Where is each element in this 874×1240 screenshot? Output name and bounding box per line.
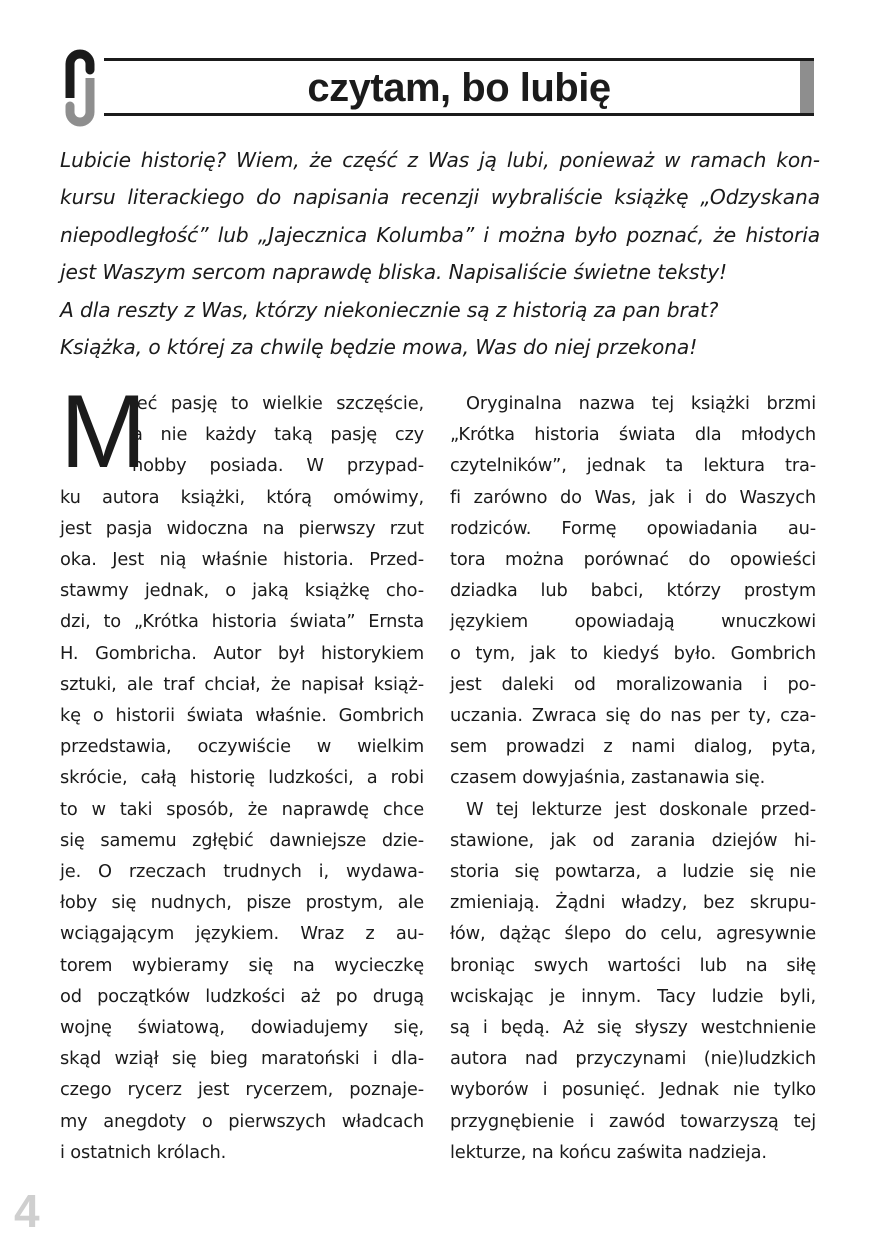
body-line: od początków ludzkości aż po drugą [60,985,424,1007]
body-line: autora nad przyczynami (nie)ludzkich [450,1048,816,1070]
body-line: a nie każdy taką pasję czy [132,424,424,446]
body-line: skrócie, całą historię ludzkości, a robi [60,767,424,789]
article-column-left [60,374,424,1168]
body-line: „Krótka historia świata dla młodych [450,424,816,446]
intro-line: Lubicie historię? Wiem, że część z Was ją lubi, ponieważ w ramach kon- [60,148,820,172]
body-line: jest pasja widoczna na pierwszy rzut [60,517,424,539]
body-line: uczania. Zwraca się do nas per ty, cza- [450,705,816,727]
body-line: torem wybieramy się na wycieczkę [60,954,424,976]
body-line: się samemu zgłębić dawniejsze dzie- [60,829,424,851]
title-bar [104,58,814,116]
body-line: kę o historii świata właśnie. Gombrich [60,705,424,727]
body-line: storia się powtarza, a ludzie się nie [450,861,816,883]
intro-line: niepodległość” lub „Jajecznica Kolumba” i można było poznać, że historia [60,222,820,247]
body-line: przedstawia, oczywiście w wielkim [60,736,424,758]
body-line: stawione, jak od zarania dziejów hi- [450,829,816,851]
body-line: wyborów i posunięć. Jednak nie tylko [450,1079,816,1101]
body-line: sem prowadzi z nami dialog, pyta, [450,736,816,758]
drop-cap: M [60,374,147,490]
body-line: oka. Jest nią właśnie historia. Przed- [60,549,424,571]
body-line: o tym, jak to kiedyś było. Gombrich [450,642,816,664]
intro-line: Książka, o której za chwilę będzie mowa, Was do niej przekona! [60,335,698,360]
body-line: dziadka lub babci, którzy prostym [450,580,816,602]
page-title: czytam, bo lubię [307,66,611,110]
body-line: czego rycerz jest rycerzem, poznaje- [60,1079,424,1101]
intro-line: A dla reszty z Was, którzy niekoniecznie są z historią za pan brat? [60,297,719,322]
body-line: wciągającym językiem. Wraz z au- [60,923,424,945]
body-line: wciskając je innym. Tacy ludzie byli, [450,985,816,1007]
body-line: łów, dążąc ślepo do celu, agresywnie [450,923,816,945]
body-line: hobby posiada. W przypad- [132,455,424,477]
body-line: zmieniają. Żądni władzy, bez skrupu- [450,892,816,914]
intro-paragraph [60,142,820,366]
body-line: stawmy jednak, o jaką książkę cho- [60,580,424,602]
body-line: są i będą. Aż się słyszy westchnienie [450,1017,816,1039]
body-line: skąd wziął się bieg maratoński i dla- [60,1048,424,1070]
body-line: W tej lekturze jest doskonale przed- [466,798,816,820]
intro-line: jest Waszym sercom naprawdę bliska. Napisaliście świetne teksty! [60,260,728,285]
body-line: językiem opowiadają wnuczkowi [450,611,816,633]
body-line: lekturze, na końcu zaświta nadzieja. [450,1141,767,1163]
body-line: sztuki, ale traf chciał, że napisał książ- [60,673,424,695]
body-line: ku autora książki, którą omówimy, [60,486,424,508]
body-line: fi zarówno do Was, jak i do Waszych [450,486,816,508]
page-number: 4 [14,1185,40,1237]
body-line: przygnębienie i zawód towarzyszą tej [450,1110,816,1132]
body-line: czytelników”, jednak ta lektura tra- [450,455,816,477]
body-line: ieć pasję to wielkie szczęście, [132,393,424,414]
article-column-right [450,388,816,1168]
chain-link-logo-icon [58,42,102,134]
body-line: dzi, to „Krótka historia świata” Ernsta [60,611,424,633]
body-line: je. O rzeczach trudnych i, wydawa- [60,861,424,883]
body-line: i ostatnich królach. [60,1141,227,1163]
body-line: wojnę światową, dowiadujemy się, [60,1017,424,1039]
body-line: łoby się nudnych, pisze prostym, ale [60,892,424,914]
body-line: jest daleki od moralizowania i po- [450,673,816,695]
body-line: rodziców. Formę opowiadania au- [450,517,816,539]
intro-line: kursu literackiego do napisania recenzji wybraliście książkę „Odzyskana [60,185,820,210]
body-line: Oryginalna nazwa tej książki brzmi [466,393,816,414]
body-line: my anegdoty o pierwszych władcach [60,1110,424,1132]
body-line: broniąc swych wartości lub na siłę [450,954,816,976]
title-accent-bar [800,61,814,113]
body-line: to w taki sposób, że naprawdę chce [60,798,424,820]
body-line: H. Gombricha. Autor był historykiem [60,642,424,664]
body-line: czasem dowyjaśnia, zastanawia się. [450,767,766,789]
body-line: tora można porównać do opowieści [450,549,816,571]
